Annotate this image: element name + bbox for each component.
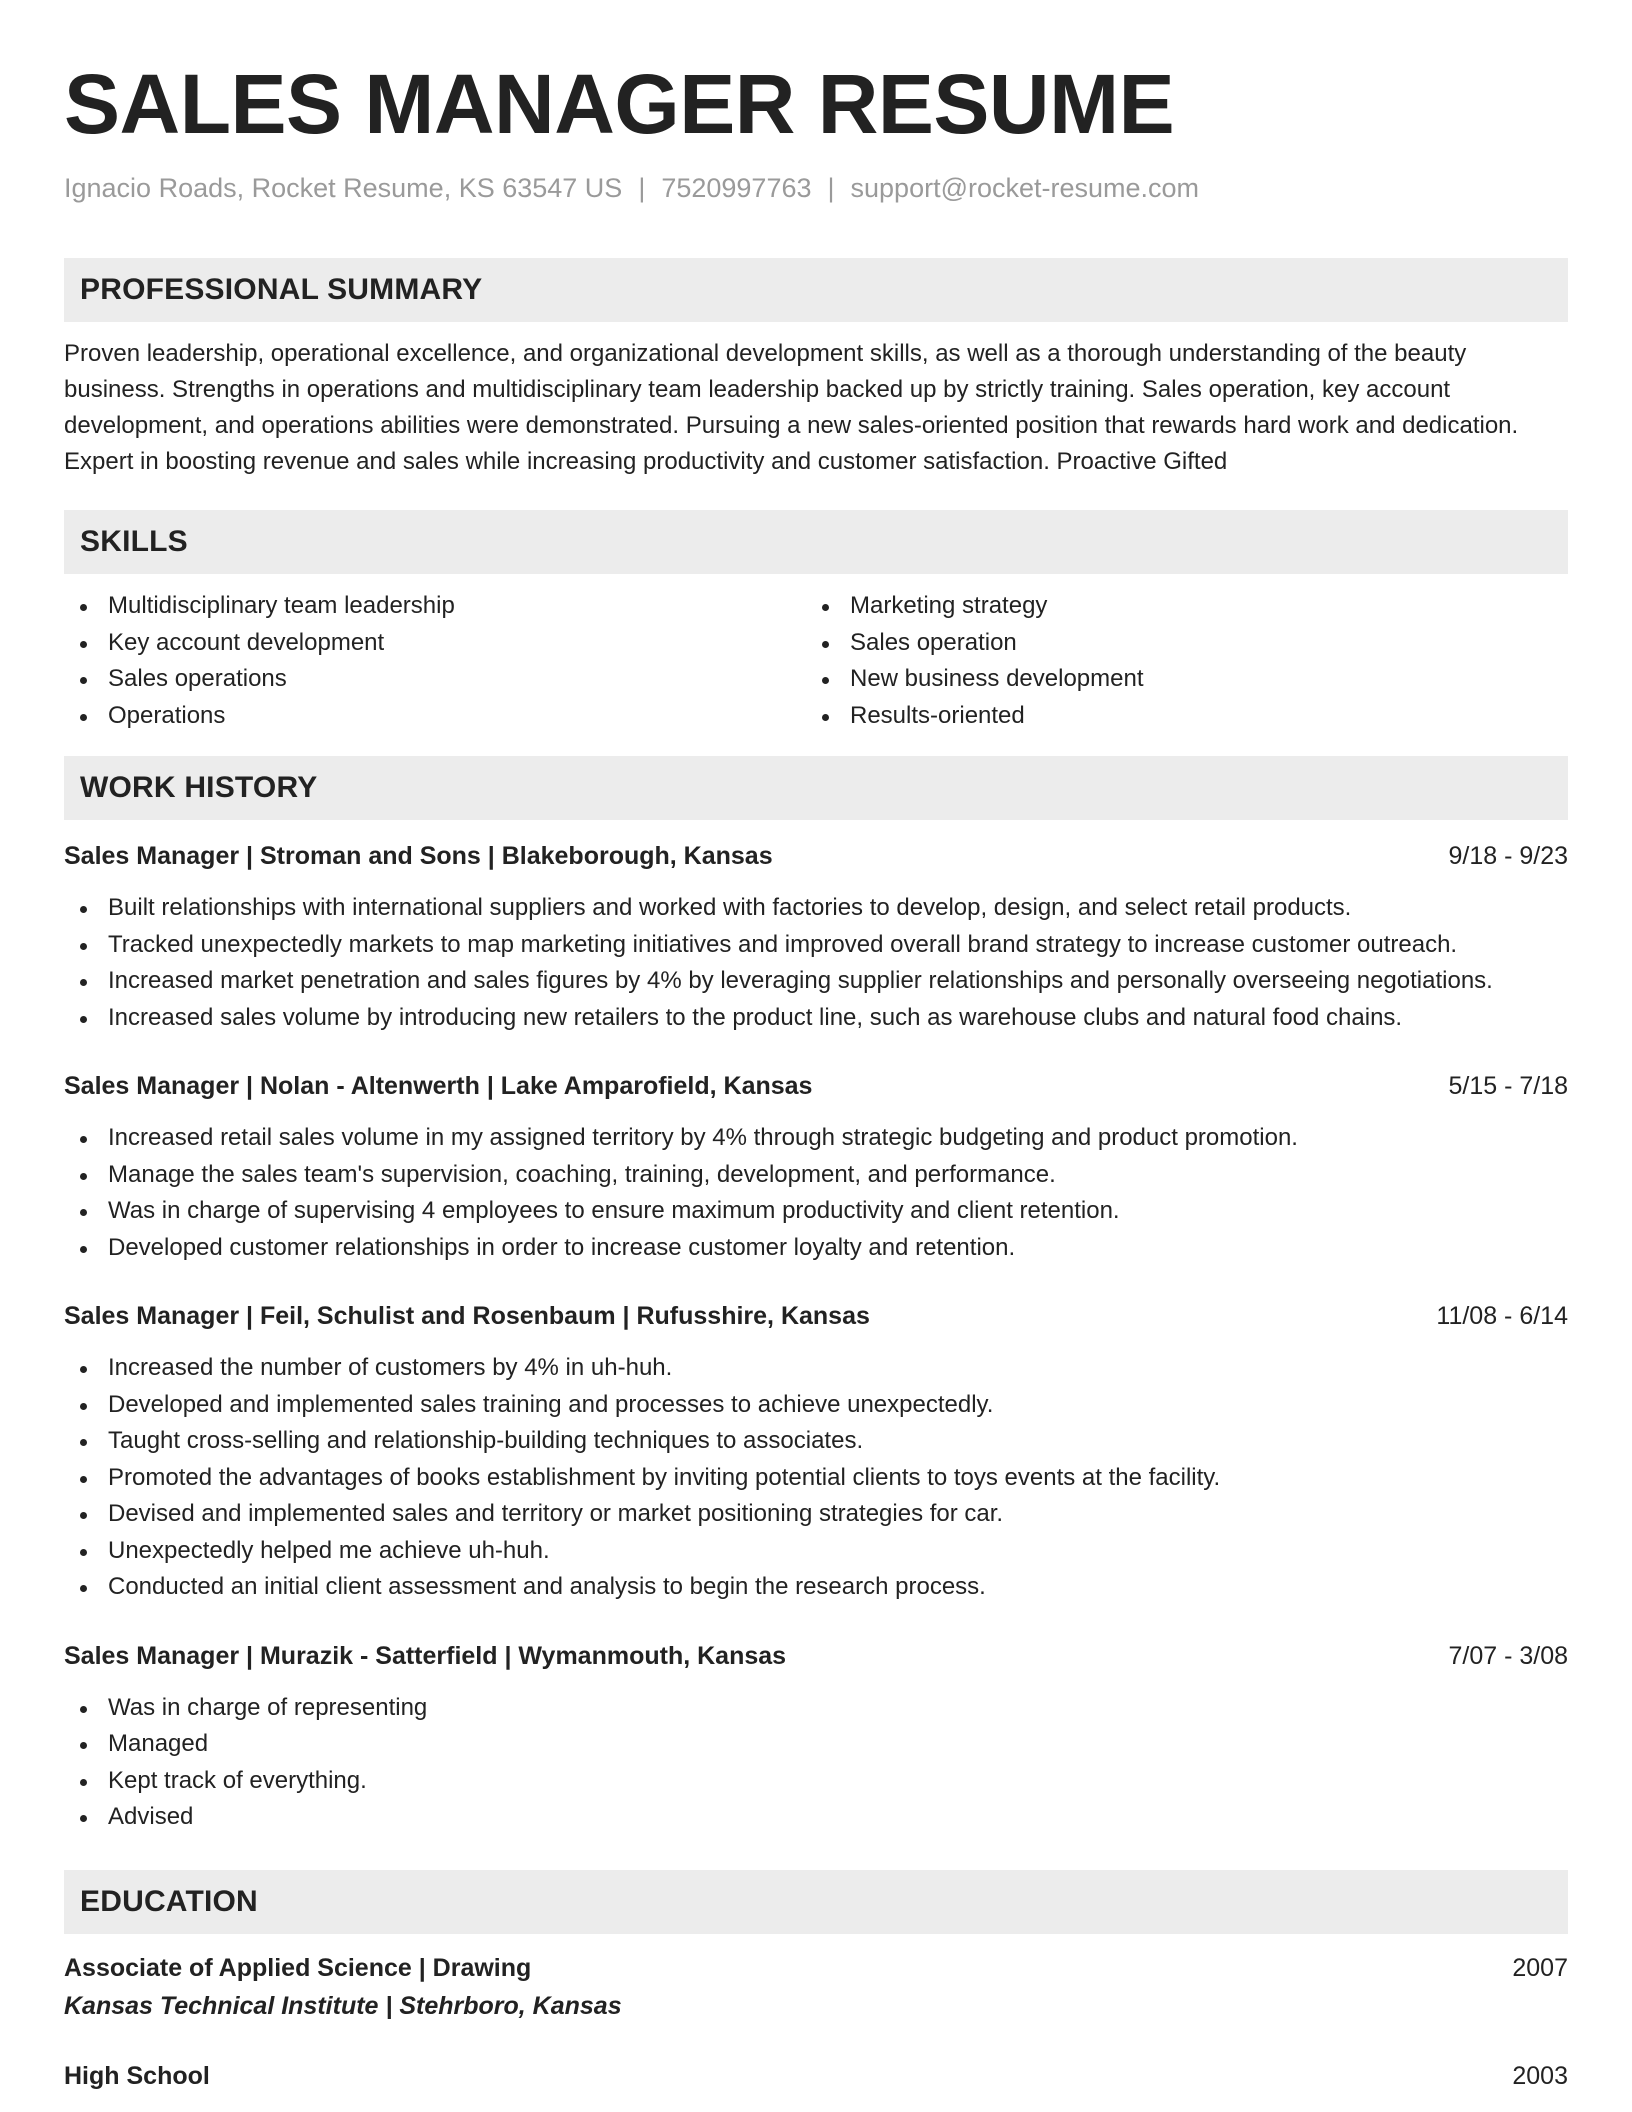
education-header	[64, 2058, 1568, 2094]
job-dates: 7/07 - 3/08	[1448, 1641, 1568, 1670]
education-year: 2007	[1512, 1953, 1568, 1982]
job-header	[64, 838, 1568, 874]
job-title: Sales Manager | Nolan - Altenwerth | Lake Amparofield, Kansas	[64, 1072, 813, 1100]
education-degree: High School	[64, 2061, 210, 2090]
job-bullet: Increased retail sales volume in my assigned territory by 4% through strategic budgeting and product promotion.	[64, 1120, 1568, 1157]
skill-item: New business development	[806, 661, 1548, 698]
contact-address: Ignacio Roads, Rocket Resume, KS 63547 US	[64, 173, 623, 203]
job-bullet: Devised and implemented sales and territory or market positioning strategies for car.	[64, 1496, 1568, 1533]
education-degree: Associate of Applied Science | Drawing	[64, 1953, 532, 1982]
contact-separator: |	[638, 173, 646, 203]
job-entry	[64, 1298, 1568, 1606]
job-bullets	[64, 1120, 1568, 1266]
skill-item: Sales operation	[806, 625, 1548, 662]
skills-section	[64, 510, 1568, 734]
section-header-work-history: WORK HISTORY	[64, 756, 1568, 820]
job-bullets	[64, 890, 1568, 1036]
job-entry	[64, 1638, 1568, 1836]
job-bullet: Built relationships with international suppliers and worked with factories to develop, design, and select retail products.	[64, 890, 1568, 927]
job-bullet: Unexpectedly helped me achieve uh-huh.	[64, 1533, 1568, 1570]
education-section	[64, 1870, 1568, 2094]
skill-item: Multidisciplinary team leadership	[64, 588, 806, 625]
job-bullet: Taught cross-selling and relationship-building techniques to associates.	[64, 1423, 1568, 1460]
skill-item: Operations	[64, 698, 806, 735]
section-header-education: EDUCATION	[64, 1870, 1568, 1934]
contact-email: support@rocket-resume.com	[850, 173, 1200, 203]
job-bullet: Developed and implemented sales training and processes to achieve unexpectedly.	[64, 1387, 1568, 1424]
resume-page	[64, 0, 1568, 2094]
job-bullet: Was in charge of supervising 4 employees to ensure maximum productivity and client retention.	[64, 1193, 1568, 1230]
skills-list-left	[64, 588, 806, 734]
job-header	[64, 1298, 1568, 1334]
job-bullet: Promoted the advantages of books establishment by inviting potential clients to toys events at the facility.	[64, 1460, 1568, 1497]
work-history-section	[64, 756, 1568, 1836]
job-header	[64, 1068, 1568, 1104]
job-bullet: Managed	[64, 1726, 1568, 1763]
section-header-skills: SKILLS	[64, 510, 1568, 574]
job-bullet: Kept track of everything.	[64, 1763, 1568, 1800]
education-entry	[64, 2058, 1568, 2094]
skill-item: Marketing strategy	[806, 588, 1548, 625]
job-bullet: Conducted an initial client assessment and analysis to begin the research process.	[64, 1569, 1568, 1606]
job-entry	[64, 1068, 1568, 1266]
contact-line	[64, 170, 1568, 206]
education-header	[64, 1950, 1568, 1986]
job-bullet: Was in charge of representing	[64, 1690, 1568, 1727]
skills-list-right	[806, 588, 1548, 734]
job-bullet: Manage the sales team's supervision, coaching, training, development, and performance.	[64, 1157, 1568, 1194]
contact-phone: 7520997763	[661, 173, 812, 203]
skill-item: Sales operations	[64, 661, 806, 698]
education-entry	[64, 1950, 1568, 2024]
job-bullets	[64, 1690, 1568, 1836]
job-bullet: Increased sales volume by introducing new retailers to the product line, such as warehouse clubs and natural food chains.	[64, 1000, 1568, 1037]
skill-item: Key account development	[64, 625, 806, 662]
education-school: Kansas Technical Institute | Stehrboro, Kansas	[64, 1991, 622, 2020]
job-dates: 9/18 - 9/23	[1448, 842, 1568, 870]
professional-summary-section	[64, 258, 1568, 480]
job-bullet: Increased the number of customers by 4% in uh-huh.	[64, 1350, 1568, 1387]
job-title: Sales Manager | Stroman and Sons | Blakeborough, Kansas	[64, 842, 773, 870]
education-year: 2003	[1512, 2061, 1568, 2090]
job-title: Sales Manager | Feil, Schulist and Rosenbaum | Rufusshire, Kansas	[64, 1302, 870, 1330]
section-header-summary: PROFESSIONAL SUMMARY	[64, 258, 1568, 322]
job-bullet: Increased market penetration and sales figures by 4% by leveraging supplier relationships and personally overseeing negotiations.	[64, 963, 1568, 1000]
skills-grid	[64, 588, 1568, 734]
job-dates: 11/08 - 6/14	[1436, 1302, 1568, 1330]
job-bullet: Advised	[64, 1799, 1568, 1836]
job-entry	[64, 838, 1568, 1036]
contact-separator: |	[827, 173, 835, 203]
skill-item: Results-oriented	[806, 698, 1548, 735]
job-bullet: Tracked unexpectedly markets to map marketing initiatives and improved overall brand strategy to increase customer outreach.	[64, 927, 1568, 964]
job-bullets	[64, 1350, 1568, 1606]
summary-text: Proven leadership, operational excellence, and organizational development skills, as well as a thorough understanding of the beauty business. Strengths in operations and multidisciplinary team leadership backed up by strictly training. Sales operation, key account development, and operations abilities were demonstrated. Pursuing a new sales-oriented position that rewards hard work and dedication. Expert in boosting revenue and sales while increasing productivity and customer satisfaction. Proactive Gifted	[64, 340, 1519, 475]
job-dates: 5/15 - 7/18	[1448, 1072, 1568, 1100]
job-title: Sales Manager | Murazik - Satterfield | Wymanmouth, Kansas	[64, 1641, 787, 1670]
resume-title: SALES MANAGER RESUME	[64, 57, 1175, 151]
job-bullet: Developed customer relationships in order to increase customer loyalty and retention.	[64, 1230, 1568, 1267]
job-header	[64, 1638, 1568, 1674]
